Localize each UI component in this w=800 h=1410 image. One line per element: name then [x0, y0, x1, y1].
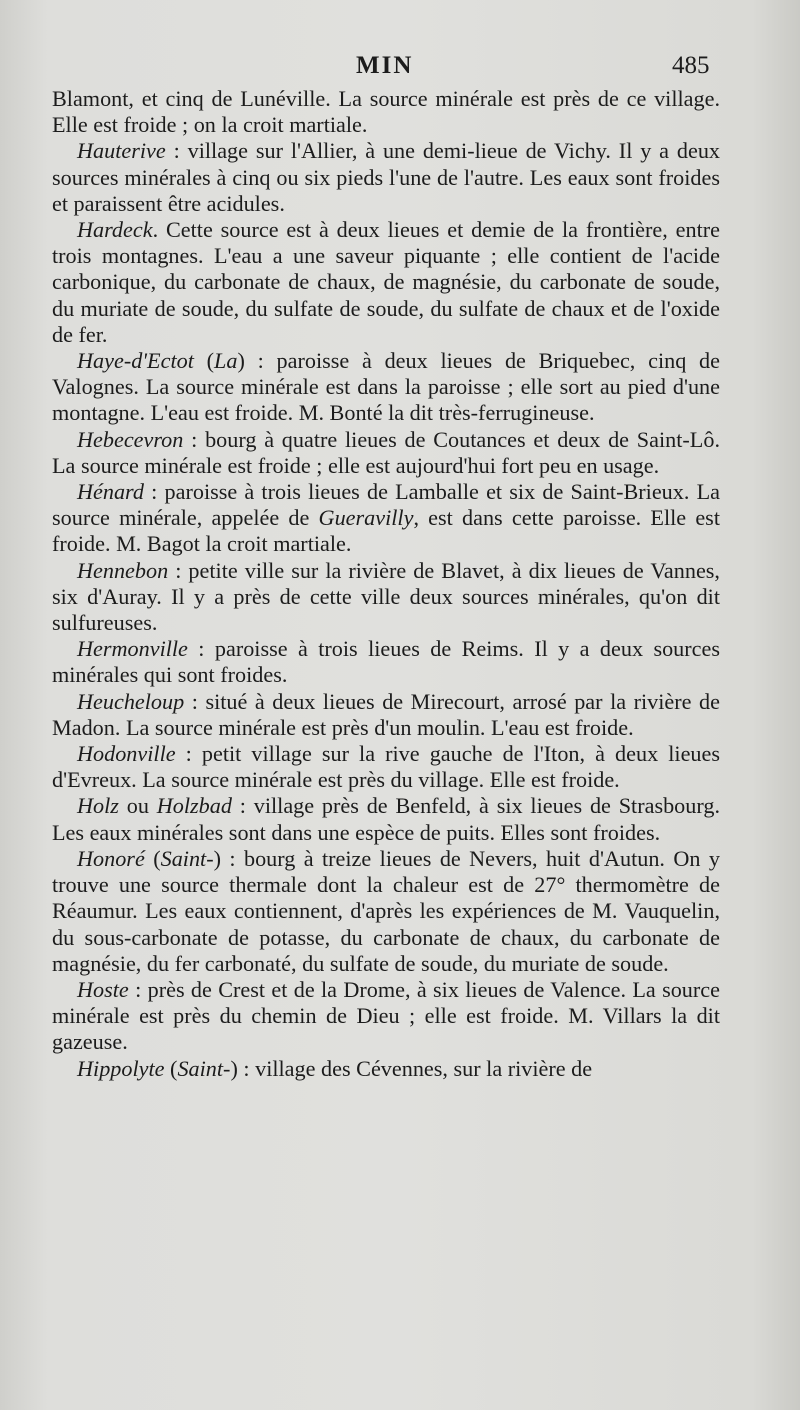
entry-hoste	[52, 977, 720, 1056]
entry-headword: Hodonville	[77, 741, 176, 767]
entry-or-word: ou	[118, 793, 157, 819]
entry-separator: :	[237, 1055, 256, 1081]
entry-headword: Hebecevron	[77, 426, 184, 452]
entry-text: petite ville sur la rivière de Blavet, à dix lieues de Vannes, six d'Auray. Il y a près de cette ville deux sources minérales, qu'on dit sulfureuses.	[52, 557, 720, 636]
entry-separator: .	[152, 217, 166, 243]
entry-text: village près de Benfeld, à six lieues de Strasbourg. Les eaux minérales sont dans une espèce de puits. Elles sont froides.	[52, 793, 720, 845]
entry-headword: Holz	[77, 793, 119, 819]
page-number: 485	[672, 52, 710, 79]
running-head-word: MIN	[356, 52, 414, 79]
entry-headword: Hennebon	[77, 557, 169, 583]
entry-honore: Honoré (Saint-) : bourg à treize lieues de Nevers, huit d'Autun. On y trouve une source thermale dont la chaleur est de 27° thermomètre de Réaumur. Les eaux contiennent, d'après les expériences de M. Vauquelin, du sous-carbonate de potasse, du carbonate de chaux, du carbonate de magnésie, du fer carbonaté, du sulfate de soude, du muriate de soude.	[52, 845, 720, 976]
entry-separator: :	[187, 636, 215, 662]
entry-hermonville	[52, 636, 720, 688]
running-head	[0, 52, 800, 86]
entry-separator: :	[231, 793, 254, 819]
entry-headword: Hoste	[77, 976, 129, 1002]
entry-text: paroisse à trois lieues de Reims. Il y a deux sources minérales qui sont froides.	[52, 636, 720, 688]
text-body	[52, 86, 720, 1082]
entry-separator: :	[183, 426, 206, 452]
entry-haye-d-ectot: Haye-d'Ectot (La) : paroisse à deux lieues de Briquebec, cinq de Valognes. La source minérale est dans la paroisse ; elle sort au pied d'une montagne. L'eau est froide. M. Bonté la dit très-ferrugineuse.	[52, 348, 720, 426]
entry-separator: :	[220, 845, 244, 871]
entry-blamont-continuation	[52, 86, 720, 138]
entry-paren: Saint-	[177, 1055, 231, 1081]
entry-text: paroisse à deux lieues de Briquebec, cinq de Valognes. La source minérale est dans la paroisse ; elle sort au pied d'une montagne. L'eau est froide. M. Bonté la dit très-ferrugineuse.	[52, 348, 720, 426]
entry-text: village sur l'Allier, à une demi-lieue de Vichy. Il y a deux sources minérales à cinq ou six pieds l'une de l'autre. Les eaux sont froides et paraissent être acidules.	[52, 138, 721, 216]
entry-hardeck	[52, 217, 720, 348]
entry-headword: Hardeck	[77, 217, 153, 243]
entry-text: bourg à quatre lieues de Coutances et deux de Saint-Lô. La source minérale est froide ; elle est aujourd'hui fort peu en usage.	[52, 426, 720, 478]
entry-hodonville	[52, 741, 720, 793]
entry-italic-name: Gueravilly	[318, 505, 414, 531]
entry-separator: :	[128, 976, 148, 1002]
entry-separator: :	[168, 557, 189, 583]
entry-headword: Hénard	[77, 479, 144, 505]
entry-text: près de Crest et de la Drome, à six lieues de Valence. La source minérale est près du chemin de Dieu ; elle est froide. M. Villars la dit gazeuse.	[52, 976, 720, 1055]
entry-text: Blamont, et cinq de Lunéville. La source minérale est près de ce village. Elle est froide ; on la croit martiale.	[52, 86, 720, 138]
entry-separator: :	[143, 479, 165, 505]
entry-headword: Haye-d'Ectot	[77, 348, 194, 374]
entry-hebecevron	[52, 427, 720, 479]
entry-holz	[52, 793, 720, 845]
entry-headword: Hippolyte	[77, 1055, 165, 1081]
entry-text: petit village sur la rive gauche de l'Iton, à deux lieues d'Evreux. La source minérale est près du village. Elle est froide.	[52, 741, 720, 793]
entry-text: paroisse à trois lieues de Lamballe et six de Saint-Brieux. La source minérale, appelée de	[52, 479, 721, 531]
entry-text: situé à deux lieues de Mirecourt, arrosé par la rivière de Madon. La source minérale est près d'un moulin. L'eau est froide.	[52, 688, 720, 740]
entry-heucheloup	[52, 689, 720, 741]
entry-hippolyte: Hippolyte (Saint-) : village des Cévennes, sur la rivière de	[77, 1055, 593, 1081]
entry-text: Cette source est à deux lieues et demie de la frontière, entre trois montagnes. L'eau a une saveur piquante ; elle contient de l'acide carbonique, du carbonate de chaux, de magnésie, du carbonate de soude, du muriate de soude, du sulfate de soude, du sulfate de chaux et de l'oxide de fer.	[52, 217, 720, 347]
entry-headword: Hauterive	[77, 138, 166, 164]
entry-separator: :	[175, 741, 202, 767]
entry-headword: Heucheloup	[77, 688, 185, 714]
entry-separator: :	[165, 138, 188, 164]
entry-headword-alt: Holzbad	[156, 793, 232, 819]
entry-henard	[52, 479, 720, 558]
entry-hauterive	[52, 138, 720, 217]
entry-paren: Saint-	[160, 845, 214, 871]
entry-text: bourg à treize lieues de Nevers, huit d'Autun. On y trouve une source thermale dont la chaleur est de 27° thermomètre de Réaumur. Les eaux contiennent, d'après les expériences de M. Vauquelin, du sous-carbonate de potasse, du carbonate de chaux, du carbonate de magnésie, du fer carbonaté, du sulfate de soude, du muriate de soude.	[52, 845, 720, 976]
entry-hennebon	[52, 558, 720, 637]
entry-text-after: , est dans cette paroisse. Elle est froide. M. Bagot la croit martiale.	[52, 505, 720, 557]
entry-text: village des Cévennes, sur la rivière de	[255, 1055, 593, 1081]
entry-separator: :	[184, 688, 206, 714]
entry-separator: :	[244, 348, 277, 374]
entry-paren: La	[214, 348, 238, 374]
entry-headword: Hermonville	[77, 636, 188, 662]
entry-headword: Honoré	[77, 845, 145, 871]
